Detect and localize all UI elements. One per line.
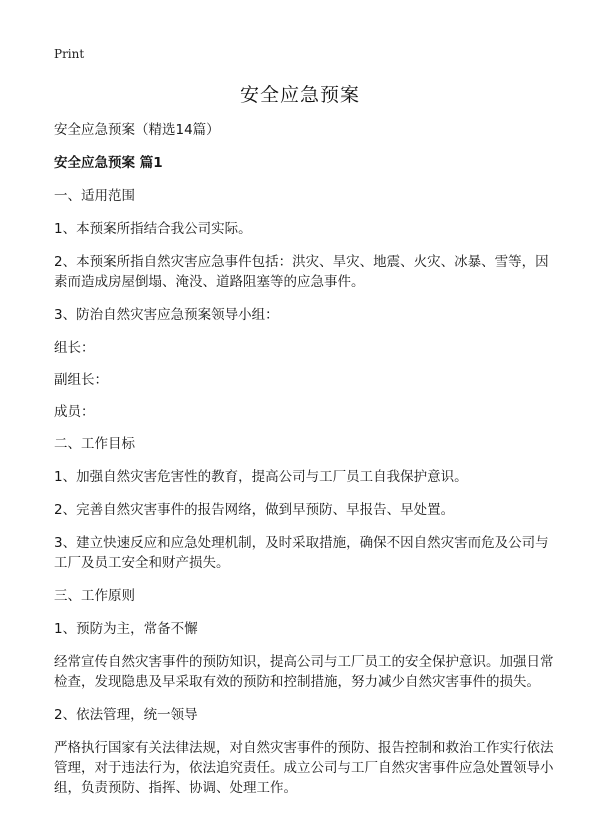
section-heading-part1: 安全应急预案 篇1	[54, 155, 163, 171]
paragraph-principle-1-title: 1、预防为主，常备不懈	[54, 621, 198, 637]
section-heading-scope: 一、适用范围	[54, 188, 135, 204]
paragraph-members: 成员：	[54, 404, 95, 420]
paragraph-scope-1: 1、本预案所指结合我公司实际。	[54, 221, 252, 237]
paragraph-scope-3: 3、防治自然灾害应急预案领导小组：	[54, 307, 279, 323]
paragraph-deputy-leader: 副组长：	[54, 372, 108, 388]
paragraph-goal-2: 2、完善自然灾害事件的报告网络，做到早预防、早报告、早处置。	[54, 502, 455, 518]
paragraph-goal-3: 3、建立快速反应和应急处理机制，及时采取措施，确保不因自然灾害而危及公司与工厂及员工安全和财产损失。	[54, 535, 549, 571]
paragraph-scope-2: 2、本预案所指自然灾害应急事件包括：洪灾、旱灾、地震、火灾、冰暴、雪等，因素而造成房屋倒塌、淹没、道路阻塞等的应急事件。	[54, 254, 549, 290]
paragraph-leader: 组长：	[54, 340, 95, 356]
paragraph-principle-2-body: 严格执行国家有关法律法规，对自然灾害事件的预防、报告控制和救治工作实行依法管理，对于违法行为，依法追究责任。成立公司与工厂自然灾害事件应急处置领导小组，负责预防、指挥、协调、处理工作。	[54, 740, 554, 796]
paragraph-principle-2-title: 2、依法管理，统一领导	[54, 707, 198, 723]
section-heading-goals: 二、工作目标	[54, 436, 135, 452]
print-label: Print	[54, 47, 85, 61]
paragraph-goal-1: 1、加强自然灾害危害性的教育，提高公司与工厂员工自我保护意识。	[54, 469, 468, 485]
section-heading-principles: 三、工作原则	[54, 588, 135, 604]
paragraph-principle-1-body: 经常宣传自然灾害事件的预防知识，提高公司与工厂员工的安全保护意识。加强日常检查，发现隐患及早采取有效的预防和控制措施，努力减少自然灾害事件的损失。	[54, 654, 554, 690]
document-subtitle: 安全应急预案（精选14篇）	[54, 122, 220, 138]
document-body	[54, 120, 554, 811]
page-title: 安全应急预案	[239, 84, 360, 106]
